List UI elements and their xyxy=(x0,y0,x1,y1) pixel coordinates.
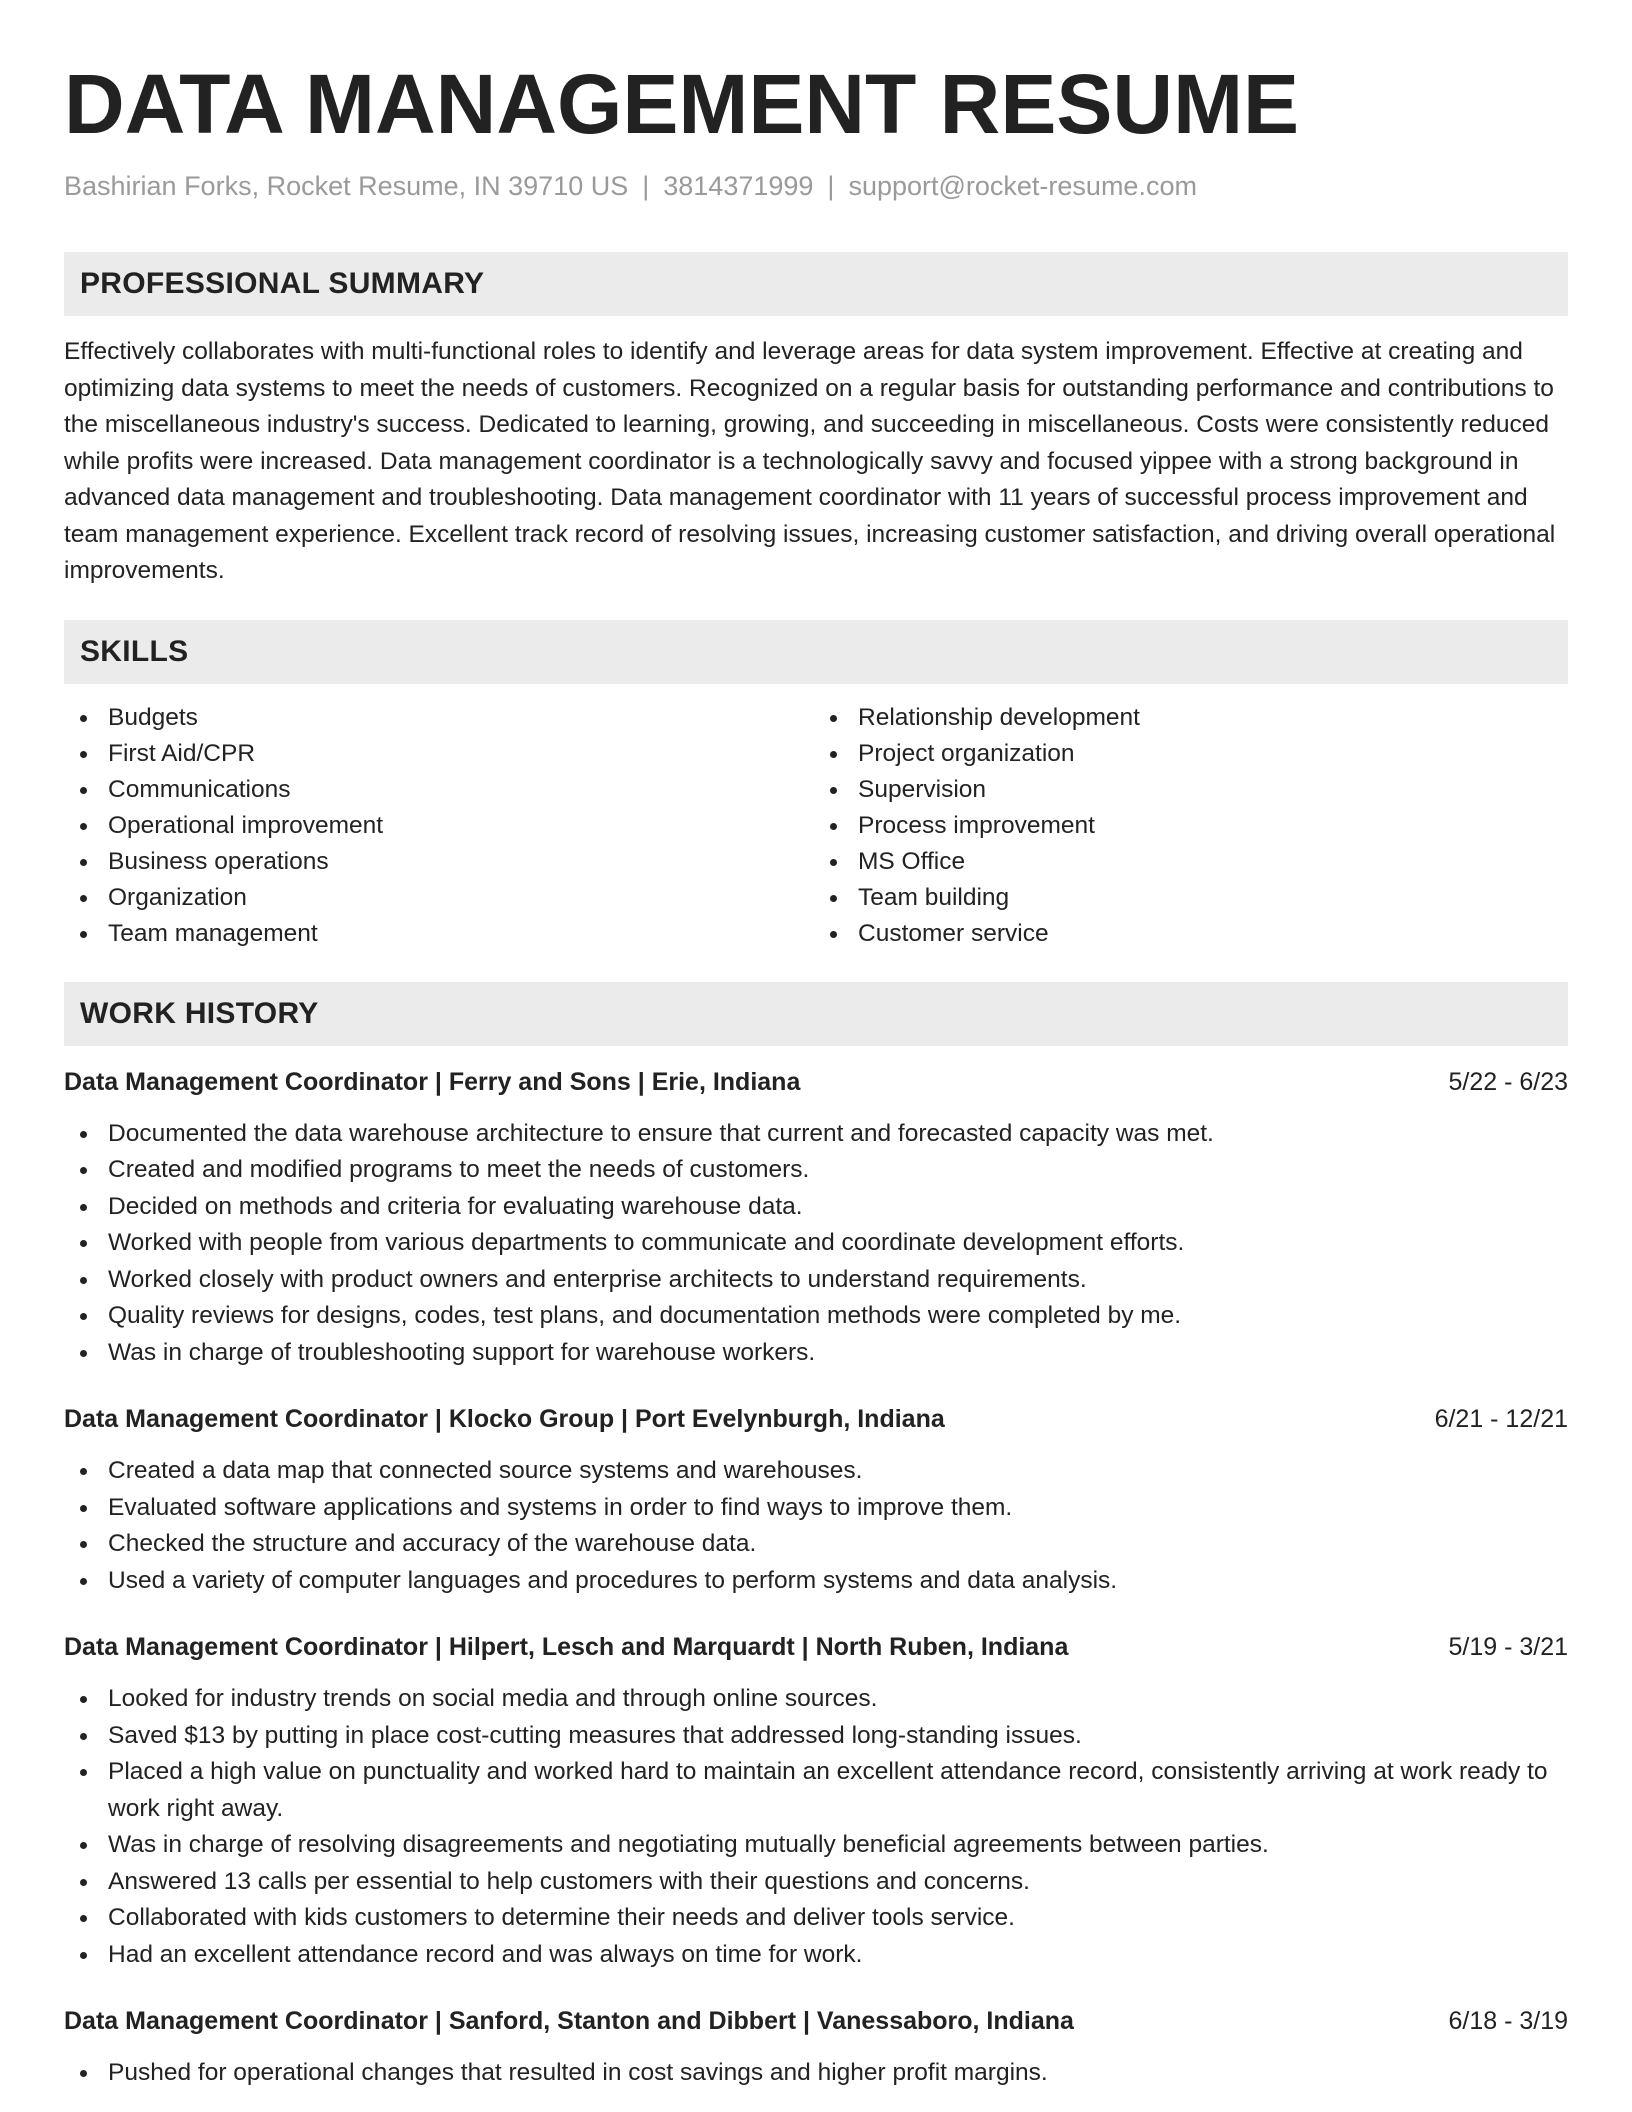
skill-item: Team building xyxy=(814,880,1566,916)
job-bullet: Documented the data warehouse architecture to ensure that current and forecasted capacity was met. xyxy=(64,1116,1568,1153)
skill-item: Organization xyxy=(64,880,816,916)
job-header xyxy=(64,1629,1568,1665)
job-entry xyxy=(64,1401,1568,1599)
skill-item: Process improvement xyxy=(814,808,1566,844)
job-bullet: Looked for industry trends on social media and through online sources. xyxy=(64,1681,1568,1718)
professional-summary-section xyxy=(64,252,1568,590)
skill-item: Budgets xyxy=(64,700,816,736)
job-dates: 5/22 - 6/23 xyxy=(1448,1067,1568,1096)
job-bullet: Evaluated software applications and systems in order to find ways to improve them. xyxy=(64,1490,1568,1527)
job-title: Data Management Coordinator | Hilpert, Lesch and Marquardt | North Ruben, Indiana xyxy=(64,1633,1069,1661)
job-bullets xyxy=(64,1453,1568,1599)
job-bullet: Checked the structure and accuracy of the warehouse data. xyxy=(64,1526,1568,1563)
job-bullets xyxy=(64,1116,1568,1372)
job-header xyxy=(64,2003,1568,2039)
job-bullet: Was in charge of troubleshooting support for warehouse workers. xyxy=(64,1335,1568,1372)
job-dates: 6/21 - 12/21 xyxy=(1434,1405,1568,1433)
skill-item: First Aid/CPR xyxy=(64,736,816,772)
summary-text: Effectively collaborates with multi-functional roles to identify and leverage areas for data system improvement. Effective at creating and optimizing data systems to meet the needs of customers. Recognized on a regular basis for outstanding performance and contributions to the miscellaneous industry's success. Dedicated to learning, growing, and succeeding in miscellaneous. Costs were consistently reduced while profits were increased. Data management coordinator is a technologically savvy and focused yippee with a strong background in advanced data management and troubleshooting. Data management coordinator with 11 years of successful process improvement and team management experience. Excellent track record of resolving issues, increasing customer satisfaction, and driving overall operational improvements. xyxy=(64,338,1556,584)
skill-item: Business operations xyxy=(64,844,816,880)
job-bullet: Worked with people from various departments to communicate and coordinate development efforts. xyxy=(64,1225,1568,1262)
contact-line xyxy=(64,168,1568,204)
job-entry xyxy=(64,2003,1568,2092)
skills-section xyxy=(64,620,1568,952)
skill-item: MS Office xyxy=(814,844,1566,880)
skill-item: Supervision xyxy=(814,772,1566,808)
job-bullet: Decided on methods and criteria for evaluating warehouse data. xyxy=(64,1189,1568,1226)
job-header xyxy=(64,1401,1568,1437)
job-title: Data Management Coordinator | Klocko Group | Port Evelynburgh, Indiana xyxy=(64,1405,945,1433)
job-bullet: Saved $13 by putting in place cost-cutting measures that addressed long-standing issues. xyxy=(64,1718,1568,1755)
contact-separator: | xyxy=(827,171,835,201)
section-heading-work-history: WORK HISTORY xyxy=(80,996,319,1030)
section-heading-summary: PROFESSIONAL SUMMARY xyxy=(80,267,485,300)
job-bullet: Collaborated with kids customers to determine their needs and deliver tools service. xyxy=(64,1900,1568,1937)
job-title: Data Management Coordinator | Ferry and Sons | Erie, Indiana xyxy=(64,1067,801,1096)
work-history-section xyxy=(64,982,1568,2092)
section-heading-skills: SKILLS xyxy=(80,634,189,668)
skill-item: Operational improvement xyxy=(64,808,816,844)
job-bullets xyxy=(64,2055,1568,2092)
contact-email[interactable]: support@rocket-resume.com xyxy=(848,171,1197,201)
job-bullet: Had an excellent attendance record and was always on time for work. xyxy=(64,1937,1568,1974)
job-dates: 6/18 - 3/19 xyxy=(1448,2007,1568,2035)
skills-column-right xyxy=(814,700,1566,952)
section-header xyxy=(64,252,1568,316)
job-bullets xyxy=(64,1681,1568,1973)
job-dates: 5/19 - 3/21 xyxy=(1448,1633,1568,1661)
job-bullet: Pushed for operational changes that resulted in cost savings and higher profit margins. xyxy=(64,2055,1568,2092)
section-header xyxy=(64,620,1568,684)
job-title: Data Management Coordinator | Sanford, Stanton and Dibbert | Vanessaboro, Indiana xyxy=(64,2007,1074,2035)
contact-separator: | xyxy=(642,171,650,201)
job-bullet: Quality reviews for designs, codes, test plans, and documentation methods were completed by me. xyxy=(64,1298,1568,1335)
skills-column-left xyxy=(64,700,816,952)
job-bullet: Was in charge of resolving disagreements and negotiating mutually beneficial agreements between parties. xyxy=(64,1827,1568,1864)
resume-title: DATA MANAGEMENT RESUME xyxy=(64,57,1300,151)
job-bullet: Created a data map that connected source systems and warehouses. xyxy=(64,1453,1568,1490)
job-bullet: Placed a high value on punctuality and worked hard to maintain an excellent attendance record, consistently arriving at work ready to work right away. xyxy=(64,1754,1568,1827)
skill-item: Communications xyxy=(64,772,816,808)
job-bullet: Answered 13 calls per essential to help customers with their questions and concerns. xyxy=(64,1864,1568,1901)
skills-grid xyxy=(64,700,1568,952)
job-header xyxy=(64,1064,1568,1100)
job-bullet: Worked closely with product owners and enterprise architects to understand requirements. xyxy=(64,1262,1568,1299)
skill-item: Customer service xyxy=(814,916,1566,952)
contact-phone[interactable]: 3814371999 xyxy=(663,171,814,201)
job-bullet: Used a variety of computer languages and procedures to perform systems and data analysis. xyxy=(64,1563,1568,1600)
section-header xyxy=(64,982,1568,1046)
job-entry xyxy=(64,1064,1568,1372)
job-bullet: Created and modified programs to meet the needs of customers. xyxy=(64,1152,1568,1189)
contact-address: Bashirian Forks, Rocket Resume, IN 39710 US xyxy=(64,171,629,201)
skill-item: Relationship development xyxy=(814,700,1566,736)
skill-item: Team management xyxy=(64,916,816,952)
skill-item: Project organization xyxy=(814,736,1566,772)
job-entry xyxy=(64,1629,1568,1973)
